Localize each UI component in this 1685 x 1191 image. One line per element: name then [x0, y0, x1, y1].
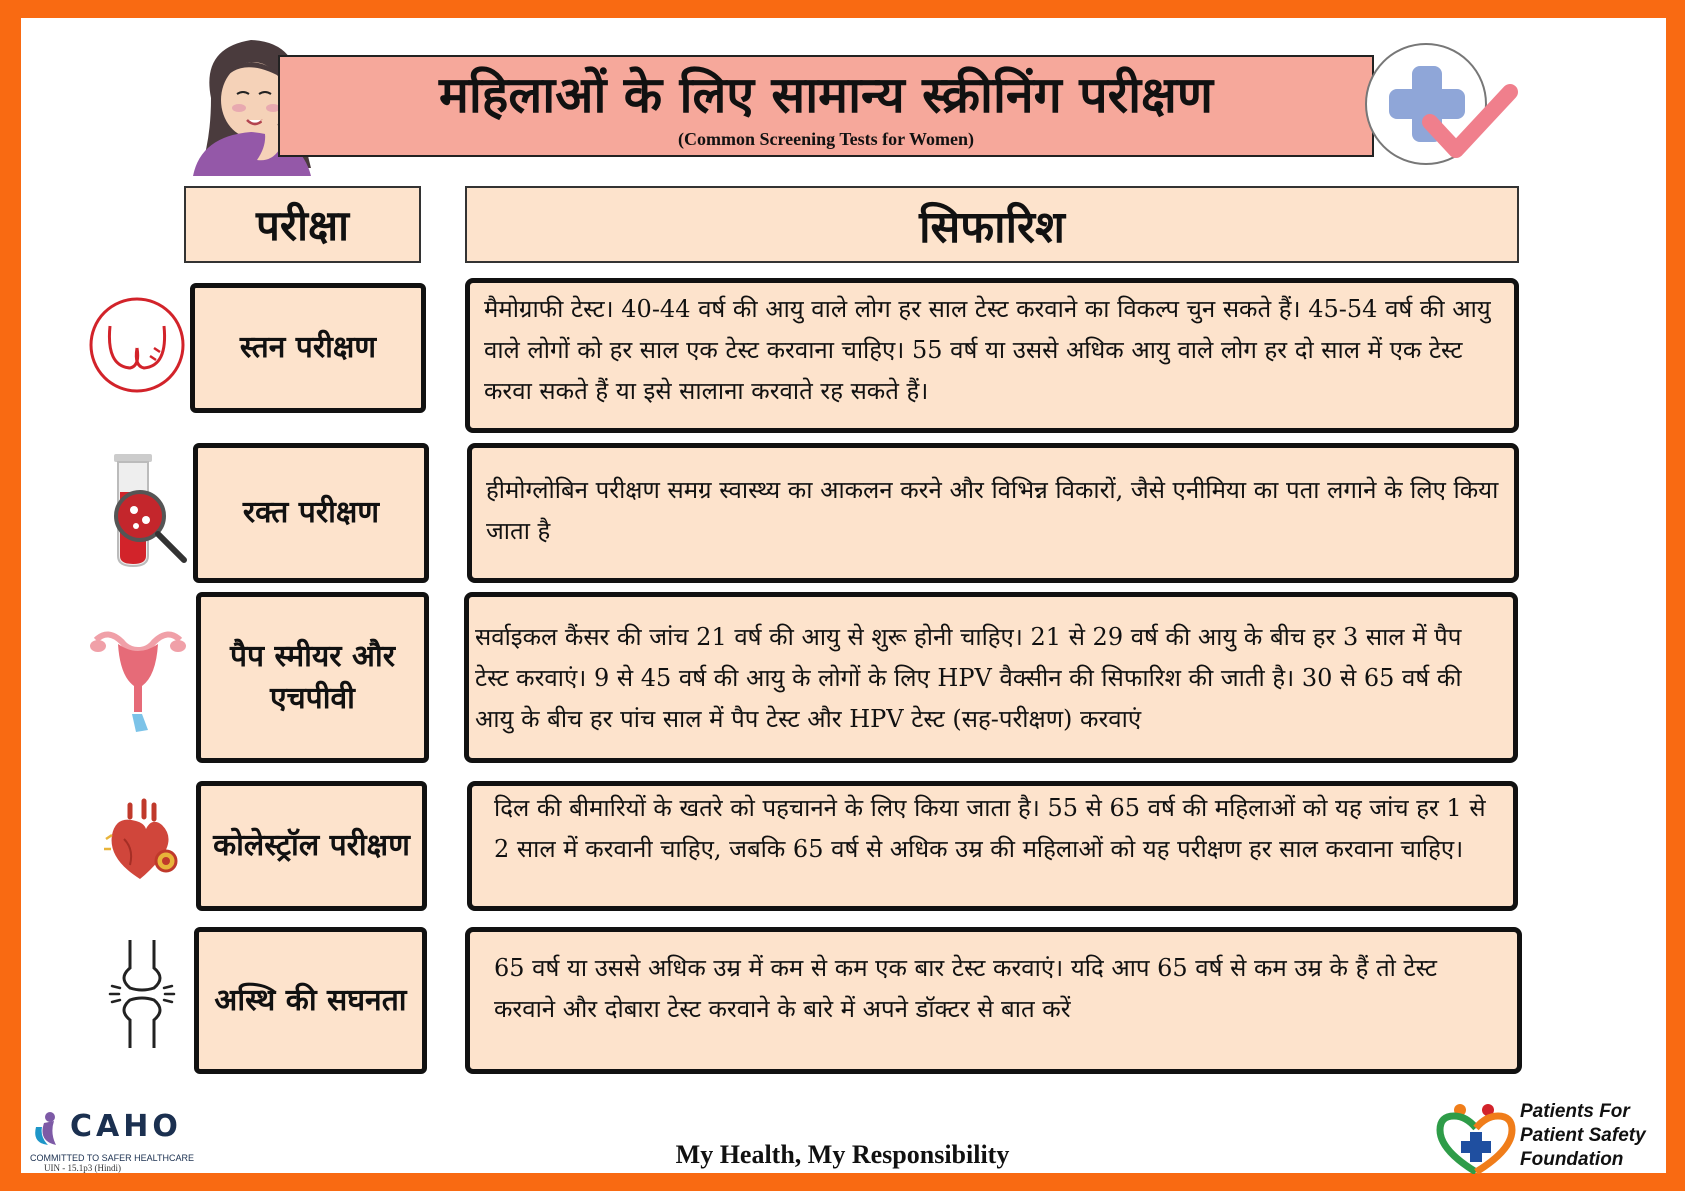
caho-tagline: COMMITTED TO SAFER HEALTHCARE	[30, 1153, 195, 1163]
uin-code: UIN - 15.1p3 (Hindi)	[44, 1163, 121, 1173]
page-title: महिलाओं के लिए सामान्य स्क्रीनिंग परीक्षण	[438, 66, 1214, 124]
recommendation-breast: मैमोग्राफी टेस्ट। 40-44 वर्ष की आयु वाले लोग हर साल टेस्ट करवाने का विकल्प चुन सकते हैं। 45-54 वर्ष की आयु वाले लोगों को हर साल एक टेस्ट करवाना चाहिए। 55 वर्ष या उससे अधिक आयु वाले लोग हर दो साल में एक टेस्ट करवा सकते हैं या इसे सालाना करवाते रह सकते हैं।	[465, 278, 1519, 433]
pfps-line-1: Patients For	[1520, 1101, 1630, 1122]
test-name-blood: रक्त परीक्षण	[193, 443, 429, 583]
pfps-heart-icon	[1436, 1102, 1516, 1174]
pfps-line-2: Patient Safety	[1520, 1125, 1646, 1146]
test-name-breast: स्तन परीक्षण	[190, 283, 426, 413]
breast-icon	[88, 296, 186, 394]
bone-joint-icon	[108, 938, 176, 1050]
blood-test-tube-icon	[108, 452, 190, 570]
test-name-pap-hpv: पैप स्मीयर और एचपीवी	[196, 592, 429, 763]
page-subtitle: (Common Screening Tests for Women)	[677, 129, 974, 149]
pfps-name	[1520, 1100, 1646, 1172]
recommendation-column-header: सिफारिश	[465, 186, 1519, 263]
test-column-header: परीक्षा	[184, 186, 421, 263]
recommendation-blood: हीमोग्लोबिन परीक्षण समग्र स्वास्थ्य का आकलन करने और विभिन्न विकारों, जैसे एनीमिया का पता लगाने के लिए किया जाता है	[467, 443, 1519, 583]
test-name-cholesterol: कोलेस्ट्रॉल परीक्षण	[196, 781, 427, 911]
footer-tagline: My Health, My Responsibility	[675, 1140, 1010, 1169]
medical-cross-check-icon	[1360, 40, 1520, 168]
title-banner	[278, 55, 1374, 157]
heart-icon	[100, 795, 182, 881]
pfps-line-3: Foundation	[1520, 1149, 1624, 1170]
caho-name: CAHO	[70, 1109, 182, 1144]
recommendation-bone-density: 65 वर्ष या उससे अधिक उम्र में कम से कम एक बार टेस्ट करवाएं। यदि आप 65 वर्ष से कम उम्र के हैं तो टेस्ट करवाने और दोबारा टेस्ट करवाने के बारे में अपने डॉक्टर से बात करें	[465, 927, 1522, 1074]
uterus-icon	[88, 620, 188, 736]
recommendation-cholesterol: दिल की बीमारियों के खतरे को पहचानने के लिए किया जाता है। 55 से 65 वर्ष की महिलाओं को यह जांच हर 1 से 2 साल में करवानी चाहिए, जबकि 65 वर्ष से अधिक उम्र की महिलाओं को यह परीक्षण हर साल करवाना चाहिए।	[467, 781, 1518, 911]
test-name-bone-density: अस्थि की सघनता	[194, 927, 427, 1074]
recommendation-pap-hpv: सर्वाइकल कैंसर की जांच 21 वर्ष की आयु से शुरू होनी चाहिए। 21 से 29 वर्ष की आयु के बीच हर 3 साल में पैप टेस्ट करवाएं। 9 से 45 वर्ष की आयु के लोगों के लिए HPV वैक्सीन की सिफारिश की जाती है। 30 से 65 वर्ष की आयु के बीच हर पांच साल में पैप टेस्ट और HPV टेस्ट (सह-परीक्षण) करवाएं	[464, 592, 1518, 763]
pfps-logo	[1432, 1098, 1667, 1178]
